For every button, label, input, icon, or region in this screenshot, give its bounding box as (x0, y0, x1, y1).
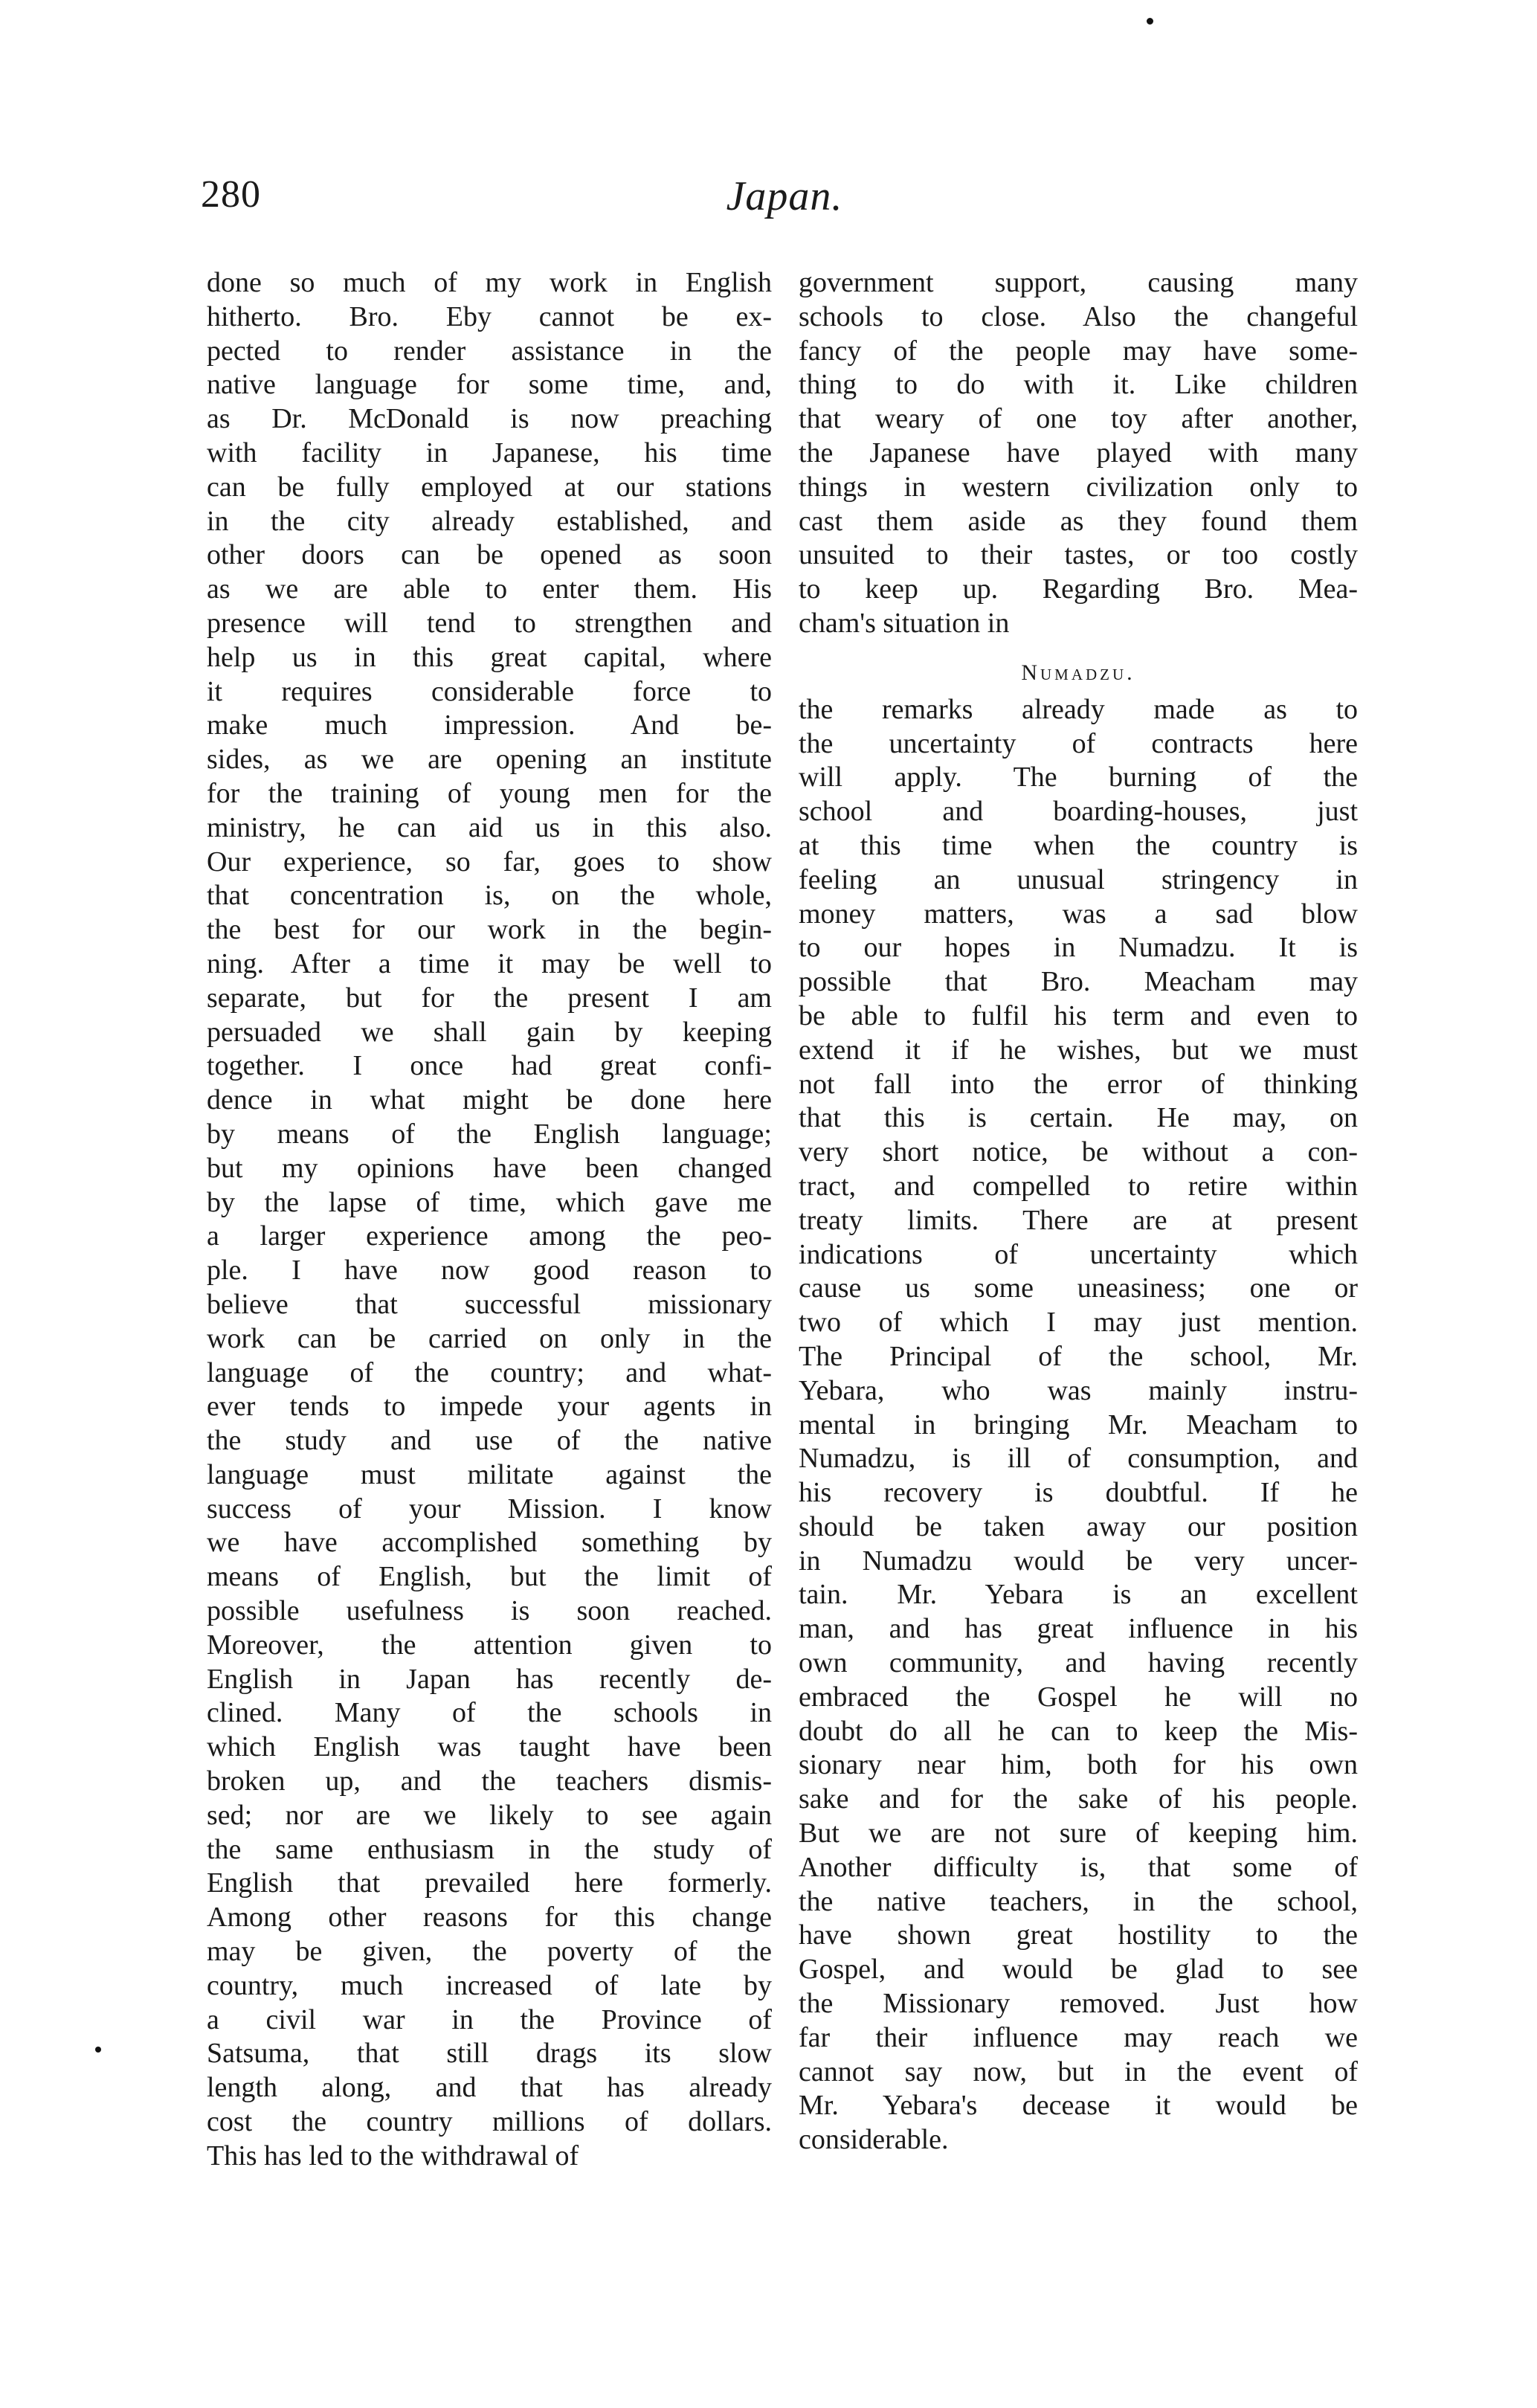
text-line: at this time when the country is (799, 829, 1358, 861)
text-line: dence in what might be done here (207, 1084, 772, 1116)
text-line: can be fully employed at our stations (207, 471, 772, 503)
text-line: schools to close. Also the changeful (799, 300, 1358, 332)
text-line: together. I once had great confi- (207, 1050, 772, 1082)
text-line: the same enthusiasm in the study of (207, 1833, 772, 1865)
text-line: ple. I have now good reason to (207, 1255, 772, 1287)
text-line: possible usefulness is soon reached. (207, 1595, 772, 1627)
text-line: English that prevailed here formerly. (207, 1867, 772, 1899)
text-line: presence will tend to strengthen and (207, 607, 772, 639)
text-line: a civil war in the Province of (207, 2003, 772, 2035)
text-line: have shown great hostility to the (799, 1919, 1358, 1951)
text-line: that this is certain. He may, on (799, 1102, 1358, 1134)
ink-speck-left (95, 2047, 101, 2053)
text-line: school and boarding-houses, just (799, 796, 1358, 828)
text-line: Another difficulty is, that some of (799, 1851, 1358, 1883)
text-line: the Missionary removed. Just how (799, 1988, 1358, 2020)
text-line: broken up, and the teachers dismis- (207, 1765, 772, 1797)
text-line: money matters, was a sad blow (799, 898, 1358, 930)
text-line: Numadzu, is ill of consumption, and (799, 1443, 1358, 1475)
text-line: it requires considerable force to (207, 675, 772, 707)
page-header (201, 173, 1368, 239)
text-line: the uncertainty of contracts here (799, 727, 1358, 759)
text-line: cannot say now, but in the event of (799, 2056, 1358, 2087)
text-line: tain. Mr. Yebara is an excellent (799, 1579, 1358, 1611)
text-line: Satsuma, that still drags its slow (207, 2038, 772, 2070)
text-line: very short notice, be without a con- (799, 1136, 1358, 1168)
text-line: done so much of my work in English (207, 267, 772, 298)
text-line: means of English, but the limit of (207, 1561, 772, 1593)
text-line: believe that successful missionary (207, 1288, 772, 1320)
text-line: will apply. The burning of the (799, 762, 1358, 793)
text-line: to our hopes in Numadzu. It is (799, 932, 1358, 964)
section-heading: Numadzu. (1021, 660, 1135, 685)
text-line: that concentration is, on the whole, (207, 880, 772, 912)
text-line: for the training of young men for the (207, 777, 772, 809)
page-number: 280 (201, 173, 261, 216)
text-line: his recovery is doubtful. If he (799, 1477, 1358, 1509)
text-line: the study and use of the native (207, 1425, 772, 1457)
text-line: things in western civilization only to (799, 471, 1358, 503)
text-line: we have accomplished something by (207, 1527, 772, 1559)
text-line: But we are not sure of keeping him. (799, 1818, 1358, 1850)
text-line: length along, and that has already (207, 2072, 772, 2104)
text-line: sed; nor are we likely to see again (207, 1799, 772, 1831)
text-line: a larger experience among the peo- (207, 1220, 772, 1252)
text-line: government support, causing many (799, 267, 1358, 298)
text-line: the native teachers, in the school, (799, 1885, 1358, 1917)
right-column-after-heading (799, 693, 1358, 2157)
text-line: other doors can be opened as soon (207, 539, 772, 571)
text-line: Yebara, who was mainly instru- (799, 1374, 1358, 1406)
text-line: embraced the Gospel he will no (799, 1681, 1358, 1713)
text-line: but my opinions have been changed (207, 1152, 772, 1184)
text-line: cast them aside as they found them (799, 505, 1358, 537)
text-line: cause us some uneasiness; one or (799, 1272, 1358, 1304)
text-line: should be taken away our position (799, 1510, 1358, 1542)
text-line: thing to do with it. Like children (799, 369, 1358, 401)
text-line: ever tends to impede your agents in (207, 1391, 772, 1423)
text-line: country, much increased of late by (207, 1969, 772, 2001)
text-line: success of your Mission. I know (207, 1493, 772, 1525)
text-line: ning. After a time it may be well to (207, 947, 772, 979)
text-line: separate, but for the present I am (207, 982, 772, 1014)
text-line: sake and for the sake of his people. (799, 1783, 1358, 1815)
text-line: Our experience, so far, goes to show (207, 846, 772, 878)
text-line: work can be carried on only in the (207, 1322, 772, 1354)
text-line: tract, and compelled to retire within (799, 1170, 1358, 1202)
text-line: clined. Many of the schools in (207, 1697, 772, 1729)
text-line: feeling an unusual stringency in (799, 863, 1358, 895)
text-line: cham's situation in (799, 607, 1010, 639)
text-line: to keep up. Regarding Bro. Mea- (799, 573, 1358, 605)
text-line: sionary near him, both for his own (799, 1749, 1358, 1781)
text-line: ministry, he can aid us in this also. (207, 811, 772, 843)
text-line: persuaded we shall gain by keeping (207, 1016, 772, 1048)
text-line: Moreover, the attention given to (207, 1629, 772, 1661)
text-line: considerable. (799, 2124, 949, 2156)
text-line: treaty limits. There are at present (799, 1204, 1358, 1236)
text-line: in Numadzu would be very uncer- (799, 1545, 1358, 1577)
text-line: the remarks already made as to (799, 693, 1358, 725)
text-line: mental in bringing Mr. Meacham to (799, 1409, 1358, 1440)
text-line: doubt do all he can to keep the Mis- (799, 1715, 1358, 1747)
text-line: indications of uncertainty which (799, 1238, 1358, 1270)
text-line: by means of the English language; (207, 1118, 772, 1150)
text-line: as Dr. McDonald is now preaching (207, 403, 772, 435)
text-line: the best for our work in the begin- (207, 914, 772, 946)
text-line: far their influence may reach we (799, 2021, 1358, 2053)
text-line: may be given, the poverty of the (207, 1936, 772, 1968)
text-line: unsuited to their tastes, or too costly (799, 539, 1358, 571)
text-line: own community, and having recently (799, 1647, 1358, 1679)
text-line: fancy of the people may have some- (799, 335, 1358, 367)
ink-speck-top (1147, 18, 1153, 25)
text-line: two of which I may just mention. (799, 1307, 1358, 1339)
text-line: be able to fulfil his term and even to (799, 999, 1358, 1031)
text-line: pected to render assistance in the (207, 335, 772, 367)
text-line: with facility in Japanese, his time (207, 437, 772, 469)
text-line: This has led to the withdrawal of (207, 2140, 579, 2172)
text-line: cost the country millions of dollars. (207, 2106, 772, 2138)
text-line: language must militate against the (207, 1458, 772, 1490)
text-line: Mr. Yebara's decease it would be (799, 2090, 1358, 2122)
text-line: extend it if he wishes, but we must (799, 1034, 1358, 1066)
text-line: as we are able to enter them. His (207, 573, 772, 605)
text-line: that weary of one toy after another, (799, 403, 1358, 435)
text-line: make much impression. And be- (207, 709, 772, 741)
right-column (799, 266, 1358, 2157)
text-line: sides, as we are opening an institute (207, 744, 772, 776)
text-line: Among other reasons for this change (207, 1902, 772, 1934)
text-line: hitherto. Bro. Eby cannot be ex- (207, 300, 772, 332)
text-line: which English was taught have been (207, 1731, 772, 1763)
text-line: help us in this great capital, where (207, 641, 772, 673)
text-line: The Principal of the school, Mr. (799, 1340, 1358, 1372)
text-line: native language for some time, and, (207, 369, 772, 401)
text-line: not fall into the error of thinking (799, 1068, 1358, 1100)
left-column (207, 266, 772, 2174)
running-title: Japan. (726, 173, 843, 219)
text-line: in the city already established, and (207, 505, 772, 537)
text-line: possible that Bro. Meacham may (799, 966, 1358, 998)
text-line: language of the country; and what- (207, 1356, 772, 1388)
text-line: English in Japan has recently de- (207, 1663, 772, 1695)
text-line: man, and has great influence in his (799, 1613, 1358, 1645)
text-line: Gospel, and would be glad to see (799, 1954, 1358, 1986)
right-column-before-heading (799, 266, 1358, 641)
text-line: by the lapse of time, which gave me (207, 1186, 772, 1218)
text-line: the Japanese have played with many (799, 437, 1358, 469)
